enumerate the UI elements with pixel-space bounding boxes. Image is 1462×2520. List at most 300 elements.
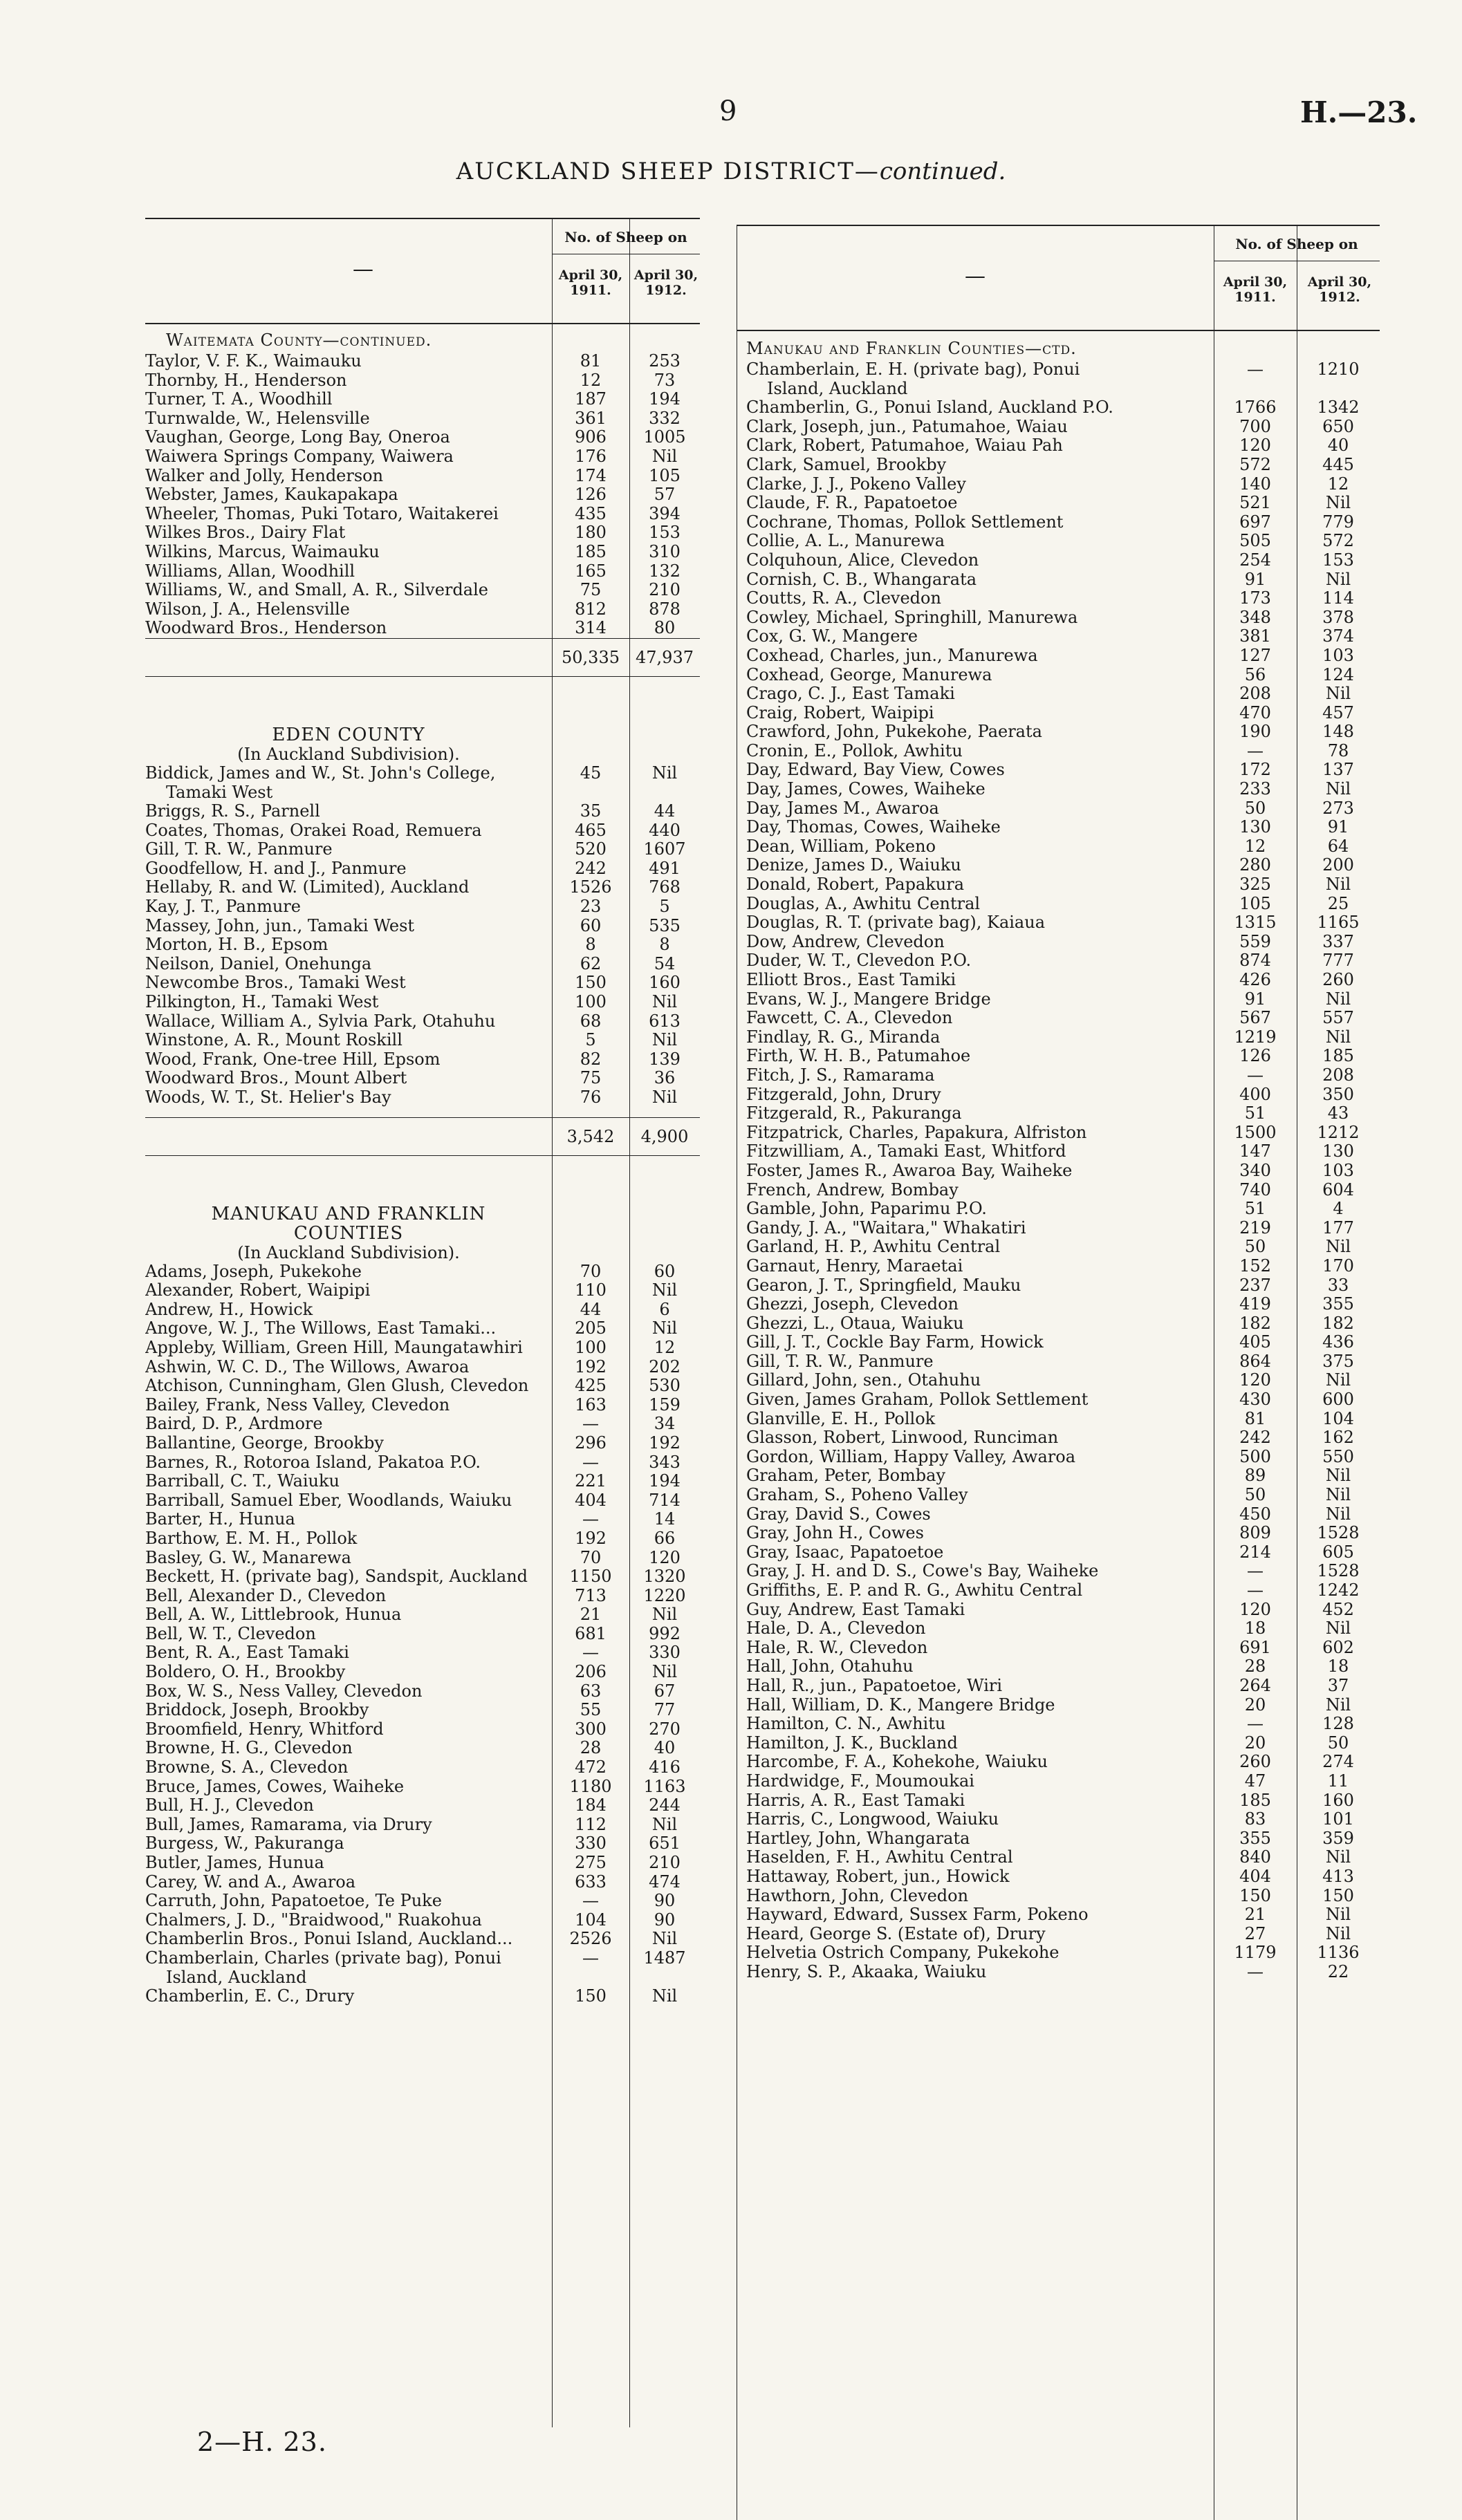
- table-row: [746, 1600, 1380, 1620]
- row-count-1912: 11: [1327, 1771, 1349, 1791]
- row-count-1911: 28: [1244, 1656, 1266, 1677]
- row-count-1911: 405: [1239, 1332, 1271, 1352]
- row-count-1912: 600: [1322, 1390, 1354, 1410]
- eden-county-subtitle: (In Auckland Subdivision).: [237, 744, 460, 764]
- row-count-1912: 34: [654, 1414, 676, 1434]
- row-count-1911: 521: [1239, 493, 1271, 513]
- row-name: Boldero, O. H., Brookby: [145, 1663, 346, 1682]
- waitemata-section-title: Waitemata County—continued.: [166, 331, 432, 350]
- row-name: Coates, Thomas, Orakei Road, Remuera: [145, 821, 482, 840]
- table-row: [145, 447, 700, 467]
- row-name: Fitzgerald, R., Pakuranga: [746, 1104, 962, 1123]
- row-count-1911: 275: [575, 1853, 607, 1872]
- row-count-1911: 62: [580, 953, 602, 973]
- row-name: Gill, T. R. W., Panmure: [746, 1352, 934, 1371]
- row-count-1911: 221: [575, 1471, 607, 1491]
- table-row: [746, 1466, 1380, 1486]
- row-name: Ashwin, W. C. D., The Willows, Awaroa: [145, 1357, 470, 1376]
- row-count-1912: 330: [649, 1643, 681, 1663]
- table-row: [145, 1816, 700, 1835]
- table-row: [145, 1567, 700, 1587]
- row-name: Chamberlain, E. H. (private bag), Ponui: [746, 360, 1080, 379]
- row-count-1912: 474: [649, 1872, 681, 1892]
- row-count-1911: 12: [580, 370, 602, 390]
- table-row: [145, 1031, 700, 1050]
- row-name: Woodward Bros., Henderson: [145, 619, 387, 638]
- row-name: Fitzwilliam, A., Tamaki East, Whitford: [746, 1142, 1066, 1161]
- table-row: [145, 562, 700, 581]
- table-row: [145, 371, 700, 391]
- row-count-1911: 874: [1239, 951, 1271, 971]
- row-count-1912: Nil: [1325, 989, 1351, 1009]
- row-name: Harris, C., Longwood, Waiuku: [746, 1810, 999, 1829]
- row-count-1912: 160: [649, 973, 681, 993]
- row-count-1911: 120: [1239, 1370, 1271, 1390]
- row-name: Hale, R. W., Clevedon: [746, 1638, 928, 1657]
- table-row: [145, 600, 700, 619]
- row-name: Williams, W., and Small, A. R., Silverdale: [145, 581, 488, 600]
- row-name: Fitzgerald, John, Drury: [746, 1085, 941, 1104]
- row-name: Firth, W. H. B., Patumahoe: [746, 1047, 971, 1066]
- row-name: Gray, David S., Cowes: [746, 1504, 931, 1524]
- row-count-1912: 613: [649, 1011, 681, 1031]
- row-count-1911: 633: [575, 1872, 607, 1892]
- row-count-1912: 90: [654, 1910, 676, 1930]
- row-count-1911: 185: [1239, 1790, 1271, 1810]
- row-count-1912: 177: [1322, 1217, 1354, 1238]
- row-count-1911: 165: [575, 561, 607, 581]
- row-name: Walker and Jolly, Henderson: [145, 466, 384, 485]
- row-name: Angove, W. J., The Willows, East Tamaki...: [145, 1319, 497, 1338]
- header-dash: —: [965, 264, 986, 288]
- row-name: Griffiths, E. P. and R. G., Awhitu Central: [746, 1581, 1083, 1600]
- right-column: [737, 218, 1380, 1981]
- row-count-1912: Nil: [651, 1662, 678, 1682]
- row-count-1911: 219: [1239, 1217, 1271, 1238]
- row-name: Gill, T. R. W., Panmure: [145, 840, 333, 859]
- row-count-1911: 83: [1244, 1809, 1266, 1829]
- row-name: Colquhoun, Alice, Clevedon: [746, 550, 979, 570]
- row-count-1912: Nil: [1325, 493, 1351, 513]
- row-count-1912: 105: [649, 465, 681, 485]
- row-count-1911: 21: [1244, 1905, 1266, 1925]
- row-name: Bell, W. T., Clevedon: [145, 1624, 316, 1643]
- row-name: Appleby, William, Green Hill, Maungatawhiri: [145, 1338, 523, 1357]
- row-name: Briggs, R. S., Parnell: [145, 802, 320, 821]
- row-name: Tamaki West: [166, 783, 273, 802]
- table-row: [746, 1161, 1380, 1181]
- table-row: [746, 1428, 1380, 1448]
- header-no-of-sheep: No. of Sheep on: [564, 229, 687, 245]
- row-count-1912: Nil: [1325, 779, 1351, 799]
- row-name: Hattaway, Robert, jun., Howick: [746, 1867, 1010, 1886]
- row-count-1911: 314: [575, 618, 607, 638]
- table-row: [746, 1639, 1380, 1658]
- row-count-1911: 740: [1239, 1179, 1271, 1200]
- table-row: [145, 1854, 700, 1873]
- row-count-1911: 208: [1239, 684, 1271, 704]
- row-count-1912: 50: [1327, 1733, 1349, 1753]
- row-name: Hale, D. A., Clevedon: [746, 1619, 926, 1639]
- row-count-1912: 1163: [643, 1776, 686, 1796]
- table-row: [746, 418, 1380, 437]
- row-name: Browne, S. A., Clevedon: [145, 1758, 349, 1777]
- table-row: [145, 1968, 700, 1988]
- row-count-1912: 1220: [643, 1585, 686, 1605]
- row-name: Barnes, R., Rotoroa Island, Pakatoa P.O.: [145, 1453, 481, 1472]
- table-row: [746, 1085, 1380, 1105]
- row-name: Elliott Bros., East Tamiki: [746, 971, 956, 989]
- row-count-1911: 260: [1239, 1752, 1271, 1772]
- row-name: Day, James M., Awaroa: [746, 799, 939, 818]
- row-name: Burgess, W., Pakuranga: [145, 1834, 344, 1854]
- row-count-1911: —: [1247, 1561, 1264, 1581]
- row-count-1912: Nil: [651, 1280, 678, 1300]
- row-name: Vaughan, George, Long Bay, Oneroa: [145, 428, 450, 447]
- row-name: Crawford, John, Pukekohe, Paerata: [746, 722, 1042, 742]
- row-count-1912: 208: [1322, 1065, 1354, 1085]
- row-count-1911: 184: [575, 1795, 607, 1816]
- row-count-1912: 452: [1322, 1599, 1354, 1619]
- row-name: Woodward Bros., Mount Albert: [145, 1069, 407, 1088]
- row-count-1912: 332: [649, 408, 681, 428]
- row-name: Bull, H. J., Clevedon: [145, 1796, 314, 1816]
- row-count-1911: 809: [1239, 1523, 1271, 1543]
- right-table-header: [737, 225, 1380, 331]
- row-name: Gordon, William, Happy Valley, Awaroa: [746, 1447, 1076, 1466]
- heading-main: AUCKLAND SHEEP DISTRICT—: [456, 158, 880, 185]
- row-name: Graham, S., Poheno Valley: [746, 1486, 968, 1505]
- row-count-1911: 206: [575, 1662, 607, 1682]
- row-count-1911: 426: [1239, 970, 1271, 989]
- table-row: [746, 933, 1380, 952]
- row-name: Gray, J. H. and D. S., Cowe's Bay, Waiheke: [746, 1562, 1099, 1581]
- table-row: [746, 875, 1380, 895]
- row-count-1911: 254: [1239, 550, 1271, 570]
- row-count-1912: 36: [654, 1068, 676, 1088]
- row-count-1912: 355: [1322, 1294, 1354, 1314]
- row-name: Bent, R. A., East Tamaki: [145, 1643, 349, 1663]
- row-count-1912: 54: [654, 953, 676, 973]
- table-row: [746, 1715, 1380, 1734]
- row-count-1911: 126: [575, 485, 607, 505]
- row-count-1912: 337: [1322, 931, 1354, 951]
- row-count-1911: 60: [580, 915, 602, 935]
- row-count-1911: 559: [1239, 931, 1271, 951]
- row-name: Helvetia Ostrich Company, Pukekohe: [746, 1943, 1060, 1963]
- row-name: Chamberlin Bros., Ponui Island, Auckland...: [145, 1930, 513, 1949]
- table-row: [145, 1701, 700, 1720]
- row-count-1912: 530: [649, 1376, 681, 1396]
- row-name: Turnwalde, W., Helensville: [145, 409, 370, 428]
- heading-continued: continued.: [879, 158, 1006, 185]
- table-row: [746, 760, 1380, 780]
- row-count-1912: Nil: [1325, 1905, 1351, 1925]
- row-count-1912: 1528: [1317, 1561, 1360, 1581]
- page-number: 9: [719, 95, 737, 127]
- row-count-1911: 110: [575, 1280, 607, 1300]
- row-name: Garnaut, Henry, Maraetai: [746, 1256, 963, 1276]
- row-count-1912: 103: [1322, 645, 1354, 665]
- row-count-1912: 714: [649, 1490, 681, 1510]
- row-count-1912: Nil: [1325, 1466, 1351, 1486]
- table-row: [145, 935, 700, 955]
- row-name: Hartley, John, Whangarata: [746, 1829, 970, 1848]
- row-count-1912: 253: [649, 351, 681, 371]
- row-count-1912: Nil: [651, 1088, 678, 1107]
- row-count-1912: 416: [649, 1757, 681, 1777]
- total-1911: 50,335: [562, 647, 620, 667]
- row-count-1911: 81: [580, 351, 602, 371]
- table-row: [145, 1834, 700, 1854]
- row-count-1912: 182: [1322, 1313, 1354, 1333]
- row-name: Hamilton, J. K., Buckland: [746, 1733, 958, 1753]
- row-count-1912: 359: [1322, 1828, 1354, 1848]
- header-dash: —: [353, 257, 373, 281]
- row-name: Cochrane, Thomas, Pollok Settlement: [746, 512, 1064, 532]
- row-count-1912: 491: [649, 858, 681, 878]
- row-count-1912: 436: [1322, 1332, 1354, 1352]
- row-name: Newcombe Bros., Tamaki West: [145, 973, 406, 993]
- row-name: Fitzpatrick, Charles, Papakura, Alfriston: [746, 1123, 1087, 1142]
- row-count-1912: 1528: [1317, 1523, 1360, 1543]
- row-count-1912: 40: [654, 1738, 676, 1758]
- table-row: [145, 764, 700, 783]
- row-count-1912: 60: [654, 1261, 676, 1281]
- row-count-1912: Nil: [1325, 1504, 1351, 1524]
- table-row: [746, 513, 1380, 532]
- row-count-1911: 28: [580, 1738, 602, 1758]
- table-row: [746, 1867, 1380, 1887]
- row-count-1911: 697: [1239, 512, 1271, 532]
- row-count-1911: —: [1247, 1714, 1264, 1734]
- row-count-1912: 605: [1322, 1542, 1354, 1562]
- row-count-1912: 210: [649, 1853, 681, 1872]
- row-name: Barriball, C. T., Waiuku: [145, 1472, 340, 1491]
- table-row: [746, 1333, 1380, 1352]
- row-name: Denize, James D., Waiuku: [746, 856, 961, 875]
- row-count-1911: 180: [575, 523, 607, 543]
- row-count-1912: Nil: [1325, 1370, 1351, 1390]
- table-row: [145, 581, 700, 600]
- row-name: Bell, Alexander D., Clevedon: [145, 1586, 387, 1605]
- row-name: Webster, James, Kaukapakapa: [145, 485, 398, 505]
- row-name: Garland, H. P., Awhitu Central: [746, 1238, 1001, 1257]
- row-count-1911: —: [582, 1948, 599, 1968]
- row-name: Coxhead, George, Manurewa: [746, 665, 992, 684]
- row-name: Wilson, J. A., Helensville: [145, 599, 350, 619]
- row-name: Coxhead, Charles, jun., Manurewa: [746, 646, 1038, 665]
- table-row: [145, 1529, 700, 1549]
- row-name: Browne, H. G., Clevedon: [145, 1739, 353, 1758]
- row-count-1911: 75: [580, 1068, 602, 1088]
- row-name: Pilkington, H., Tamaki West: [145, 993, 379, 1012]
- row-count-1911: 89: [1244, 1466, 1266, 1486]
- row-name: Ghezzi, L., Otaua, Waiuku: [746, 1314, 964, 1333]
- row-count-1912: 557: [1322, 1008, 1354, 1028]
- table-row: [746, 1581, 1380, 1600]
- row-count-1912: 73: [654, 370, 676, 390]
- row-name: Beckett, H. (private bag), Sandspit, Auckland: [145, 1567, 528, 1587]
- row-count-1911: 173: [1239, 588, 1271, 608]
- row-count-1912: 4: [1333, 1199, 1344, 1219]
- row-count-1911: 18: [1244, 1618, 1266, 1639]
- table-row: [145, 505, 700, 524]
- row-count-1912: 33: [1327, 1275, 1349, 1295]
- row-count-1912: 18: [1327, 1656, 1349, 1677]
- table-row: [145, 783, 700, 803]
- row-name: Harcombe, F. A., Kohekohe, Waiuku: [746, 1753, 1048, 1772]
- total-1911: 3,542: [566, 1126, 615, 1146]
- row-count-1912: 602: [1322, 1637, 1354, 1657]
- row-count-1912: 77: [654, 1700, 676, 1720]
- row-name: Biddick, James and W., St. John's College,: [145, 763, 496, 783]
- table-row: [145, 1549, 700, 1568]
- row-count-1911: —: [582, 1891, 599, 1911]
- table-row: [145, 1873, 700, 1892]
- table-row: [746, 780, 1380, 799]
- table-row: [746, 1066, 1380, 1085]
- row-count-1912: 768: [649, 877, 681, 897]
- table-row: [145, 1415, 700, 1434]
- row-count-1911: 1179: [1234, 1943, 1277, 1963]
- row-name: Collie, A. L., Manurewa: [746, 532, 945, 551]
- row-count-1911: 147: [1239, 1141, 1271, 1161]
- row-name: Morton, H. B., Epsom: [145, 935, 329, 955]
- row-count-1911: 44: [580, 1299, 602, 1319]
- page-heading: [0, 158, 1462, 185]
- row-count-1911: 126: [1239, 1046, 1271, 1066]
- table-row: [746, 360, 1380, 380]
- header-col-1911: April 30, 1911.: [1223, 274, 1288, 305]
- table-row: [145, 955, 700, 974]
- row-name: Atchison, Cunningham, Glen Glush, Clevedon: [145, 1376, 529, 1396]
- row-count-1912: Nil: [651, 992, 678, 1012]
- table-row: [746, 1486, 1380, 1505]
- table-row: [746, 1963, 1380, 1982]
- row-name: Fawcett, C. A., Clevedon: [746, 1009, 953, 1028]
- row-count-1911: 381: [1239, 626, 1271, 646]
- row-count-1911: 35: [580, 801, 602, 821]
- row-count-1912: 651: [649, 1833, 681, 1854]
- row-count-1911: 361: [575, 408, 607, 428]
- row-count-1912: Nil: [651, 1605, 678, 1625]
- row-count-1912: 777: [1322, 951, 1354, 971]
- row-count-1912: 159: [649, 1394, 681, 1415]
- table-row: [746, 1524, 1380, 1543]
- table-row: [746, 837, 1380, 857]
- table-row: [746, 1810, 1380, 1829]
- row-count-1911: —: [582, 1414, 599, 1434]
- row-count-1912: Nil: [1325, 1695, 1351, 1715]
- row-name: Dow, Andrew, Clevedon: [746, 932, 945, 951]
- row-count-1911: 1526: [569, 877, 612, 897]
- row-name: Broomfield, Henry, Whitford: [145, 1719, 384, 1739]
- row-count-1912: Nil: [1325, 684, 1351, 704]
- table-row: [746, 532, 1380, 551]
- row-count-1912: 1607: [643, 839, 686, 859]
- row-count-1911: 82: [580, 1049, 602, 1069]
- row-name: Clarke, J. J., Pokeno Valley: [746, 474, 966, 494]
- row-name: Hayward, Edward, Sussex Farm, Pokeno: [746, 1905, 1089, 1925]
- row-name: Duder, W. T., Clevedon P.O.: [746, 951, 972, 971]
- table-row: [145, 428, 700, 447]
- row-count-1911: 50: [1244, 1237, 1266, 1257]
- row-count-1911: 150: [575, 973, 607, 993]
- row-count-1912: 1212: [1317, 1122, 1360, 1142]
- row-count-1912: 1210: [1317, 360, 1360, 379]
- table-row: [746, 1142, 1380, 1161]
- row-name: Chamberlin, E. C., Drury: [145, 1987, 355, 2006]
- row-count-1911: —: [582, 1643, 599, 1663]
- table-row: [746, 398, 1380, 418]
- row-count-1912: 162: [1322, 1428, 1354, 1448]
- row-count-1912: 650: [1322, 416, 1354, 436]
- row-name: Given, James Graham, Pollok Settlement: [746, 1390, 1089, 1410]
- row-count-1912: 992: [649, 1623, 681, 1643]
- row-count-1911: 348: [1239, 607, 1271, 627]
- row-count-1911: 76: [580, 1088, 602, 1107]
- row-count-1911: —: [1247, 1961, 1264, 1981]
- row-name: Cornish, C. B., Whangarata: [746, 570, 977, 589]
- row-count-1911: 8: [585, 935, 596, 955]
- table-row: [746, 1276, 1380, 1296]
- row-count-1911: 130: [1239, 817, 1271, 837]
- row-count-1912: 148: [1322, 722, 1354, 742]
- table-row: [145, 1682, 700, 1701]
- row-count-1912: 535: [649, 915, 681, 935]
- row-count-1911: 50: [1244, 798, 1266, 818]
- table-row: [746, 1295, 1380, 1314]
- table-row: [746, 570, 1380, 590]
- table-row: [746, 913, 1380, 933]
- row-count-1911: 104: [575, 1910, 607, 1930]
- row-name: Adams, Joseph, Pukekohe: [145, 1262, 362, 1281]
- row-count-1912: 1165: [1317, 913, 1360, 933]
- row-count-1911: 2526: [569, 1929, 612, 1949]
- manukau-subtitle: (In Auckland Subdivision).: [237, 1242, 460, 1262]
- row-count-1912: 120: [649, 1547, 681, 1567]
- row-name: French, Andrew, Bombay: [746, 1180, 959, 1200]
- table-row: [145, 543, 700, 562]
- table-row: [746, 551, 1380, 570]
- row-name: Clark, Robert, Patumahoe, Waiau Pah: [746, 436, 1063, 456]
- row-count-1912: 12: [1327, 474, 1349, 494]
- row-count-1911: 150: [1239, 1885, 1271, 1905]
- row-count-1911: 56: [1244, 664, 1266, 684]
- row-count-1912: 5: [659, 897, 670, 917]
- eden-total: [145, 1117, 700, 1156]
- row-count-1911: 1180: [569, 1776, 612, 1796]
- row-name: Bull, James, Ramarama, via Drury: [145, 1815, 432, 1834]
- row-count-1911: 20: [1244, 1733, 1266, 1753]
- row-count-1912: 244: [649, 1795, 681, 1816]
- row-count-1911: —: [582, 1452, 599, 1472]
- row-count-1911: 100: [575, 1337, 607, 1357]
- row-count-1912: 394: [649, 503, 681, 523]
- row-name: Hamilton, C. N., Awhitu: [746, 1715, 946, 1734]
- table-row: [746, 1734, 1380, 1753]
- table-row: [746, 1410, 1380, 1429]
- table-row: [746, 1047, 1380, 1066]
- row-count-1912: Nil: [1325, 1923, 1351, 1943]
- row-count-1912: 124: [1322, 664, 1354, 684]
- row-count-1911: —: [582, 1509, 599, 1529]
- row-name: Gandy, J. A., "Waitara," Whakatiri: [746, 1218, 1026, 1238]
- row-count-1912: 350: [1322, 1084, 1354, 1104]
- table-row: [145, 409, 700, 429]
- row-name: Waiwera Springs Company, Waiwera: [145, 447, 454, 466]
